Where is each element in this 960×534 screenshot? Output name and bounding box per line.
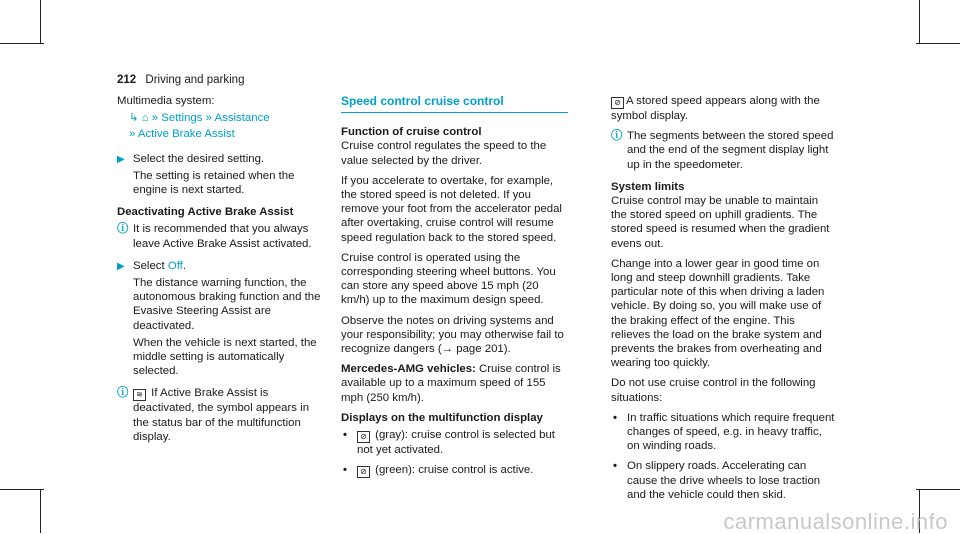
note-text: If Active Brake Assist is deactivated, the symbol appears in the status bar of the multifunction display. [133,387,310,443]
step-select-off [117,259,327,379]
note-segments [611,129,836,172]
bullet: • [343,429,347,442]
crop-mark [40,489,41,533]
path-assistance: Assistance [214,112,270,125]
crop-mark [0,489,44,490]
cruise-control-icon: ⊘ [611,97,624,109]
step-select-setting [117,152,327,198]
path-arrow-icon: ↳ [129,112,139,125]
function-heading: Function of cruise control [341,126,482,139]
paragraph: Observe the notes on driving systems and your responsibility; you may otherwise fail to recognize dangers (→ page 201). [341,314,564,356]
menu-path [117,111,327,125]
paragraph: If you accelerate to overtake, for example, the stored speed is not deleted. If you remove your foot from the accelerator pedal after overtaking, cruise control will resume speed regulation back to the stored speed. [341,174,562,244]
section-heading: Speed control cruise control [341,94,568,113]
note-recommend [117,222,327,250]
list-item [611,411,836,454]
double-chevron-icon: » [205,112,212,125]
crop-mark [919,0,920,44]
menu-path-2 [117,127,327,141]
info-icon: ⓘ [611,130,623,143]
paragraph: Change into a lower gear in good time on long and steep downhill gradients. Take particular note of this when driving a laden vehicle. By doing so, you will make use of the braking effect of the engine. This relieves the load on the brake system and prevents the brakes from overheating and wearing too quickly. [611,257,825,370]
note-deactivated [117,386,327,444]
crop-mark [916,489,960,490]
home-icon: ⌂ [141,112,149,125]
cruise-control-icon: ⊘ [357,466,370,478]
column-middle [341,94,568,484]
list-item [341,428,568,457]
paragraph: Cruise control regulates the speed to the value selected by the driver. [341,140,547,167]
deactivating-heading: Deactivating Active Brake Assist [117,206,294,219]
list-item [341,463,568,478]
paragraph: Cruise control is operated using the corresponding steering wheel buttons. You can store any speed above 15 mph (20 km/h) up to the maximum design speed. [341,251,556,307]
double-chevron-icon: » [129,128,136,141]
section-title: Driving and parking [145,74,245,86]
step-suffix: . [182,259,186,272]
amg-body: Cruise control is available up to a maximum speed of 155 mph (250 km/h). [341,363,561,404]
path-brake-assist: Active Brake Assist [137,128,235,141]
amg-label: Mercedes-AMG vehicles: [341,363,476,376]
page-number: 212 [117,74,137,86]
displays-heading: Displays on the multifunction display [341,411,543,424]
watermark: carmanualsonline.info [723,508,948,534]
off-option: Off [167,259,183,272]
step-title: Select the desired setting. [133,152,265,165]
menu-intro: Multimedia system: [117,95,215,107]
note-text: It is recommended that you always leave Active Brake Assist activated. [133,223,312,250]
double-chevron-icon: » [151,112,159,125]
path-settings: Settings [161,112,203,125]
step-prefix: Select [133,259,165,272]
step-body: The distance warning function, the autonomous braking function and the Evasive Steering Assist are deactivated. [133,277,321,332]
bullet: • [343,464,347,477]
column-left [117,94,327,452]
bullet: • [613,460,617,473]
page-header [117,73,244,87]
info-icon: ⓘ [117,223,129,236]
paragraph: Cruise control may be unable to maintain the stored speed on uphill gradients. The stored speed is resumed when the gradient evens out. [611,195,830,250]
cruise-control-icon: ⊘ [357,431,370,443]
info-icon: ⓘ [117,387,129,400]
crop-mark [0,43,44,44]
list-item [611,459,836,502]
list-item-text: (green): cruise control is active. [375,464,534,477]
crop-mark [40,0,41,44]
bullet: • [613,411,617,424]
step-body-2: When the vehicle is next started, the middle setting is automatically selected. [133,336,317,378]
column-right [611,94,836,508]
step-body: The setting is retained when the engine is next started. [133,169,295,197]
list-item-text: On slippery roads. Accelerating can cause the drive wheels to lose traction and the vehicle could then skid. [627,460,821,501]
paragraph: A stored speed appears along with the symbol display. [611,95,820,122]
list-item-text: In traffic situations which require frequent changes of speed, e.g. in heavy traffic, on winding roads. [627,411,835,453]
crop-mark [916,43,960,44]
limits-heading: System limits [611,180,685,193]
brake-assist-off-icon: ≋ [133,389,146,401]
step-arrow-icon: ▶ [117,260,125,272]
paragraph: Do not use cruise control in the following situations: [611,377,816,404]
step-arrow-icon: ▶ [117,153,125,165]
note-text: The segments between the stored speed and the end of the segment display light up in the speedometer. [627,130,834,171]
list-item-text: (gray): cruise control is selected but not yet activated. [357,429,555,457]
